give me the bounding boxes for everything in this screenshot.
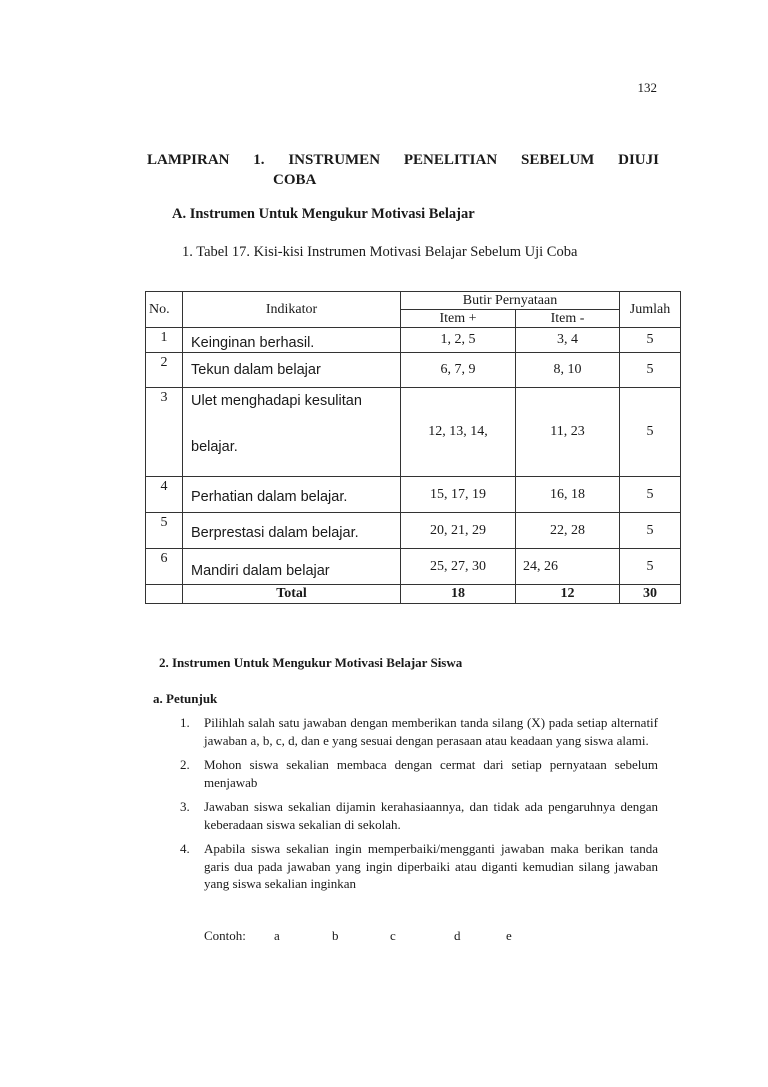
header-item-plus: Item + [401,310,516,328]
row-no: 3 [146,388,183,477]
row-no: 5 [146,513,183,549]
total-item-minus: 12 [516,585,620,604]
row-no: 4 [146,477,183,513]
contoh-option: a [274,928,280,943]
lampiran-word: DIUJI [618,152,659,168]
row-indikator: Berprestasi dalam belajar. [183,513,401,549]
row-no: 1 [146,328,183,353]
row-jumlah: 5 [620,353,681,388]
row-item-plus: 12, 13, 14, [401,388,516,477]
row-item-minus: 8, 10 [516,353,620,388]
table-row [146,477,681,513]
row-indikator: Mandiri dalam belajar [183,549,401,585]
list-item [180,798,658,833]
lampiran-word: INSTRUMEN [288,152,381,168]
row-indikator: Tekun dalam belajar [183,353,401,388]
petunjuk-heading: a. Petunjuk [153,691,218,706]
list-item [180,756,658,791]
row-jumlah: 5 [620,549,681,585]
row-jumlah: 5 [620,513,681,549]
lampiran-word: SEBELUM [520,152,595,168]
contoh-option: b [332,928,339,943]
header-item-minus: Item - [516,310,620,328]
table-row [146,513,681,549]
row-item-plus: 20, 21, 29 [401,513,516,549]
header-butir: Butir Pernyataan [401,292,620,310]
list-item-text: Apabila siswa sekalian ingin memperbaiki/mengganti jawaban maka berikan tanda garis dua pada jawaban yang ingin diperbaiki atau diganti kemudian silang jawaban yang siswa sekalian inginkan [204,841,658,891]
total-row [146,585,681,604]
total-item-plus: 18 [401,585,516,604]
total-no-cell [146,585,183,604]
row-no: 2 [146,353,183,388]
row-indikator: Keinginan berhasil. [183,328,401,353]
row-item-plus: 6, 7, 9 [401,353,516,388]
table-row [146,328,681,353]
list-item-number: 1. [180,715,190,730]
page-number: 132 [637,80,657,95]
list-item-number: 4. [180,841,190,856]
total-label: Total [183,585,401,604]
row-indikator-line1: Ulet menghadapi kesulitan [191,393,362,409]
row-item-minus: 24, 26 [516,549,620,585]
list-item-number: 3. [180,799,190,814]
row-jumlah: 5 [620,477,681,513]
list-item-number: 2. [180,757,190,772]
row-jumlah: 5 [620,328,681,353]
row-indikator [183,388,401,477]
row-item-minus: 22, 28 [516,513,620,549]
lampiran-word: 1. [253,152,265,168]
contoh-line [204,928,526,944]
lampiran-word: PENELITIAN [403,152,498,168]
row-no: 6 [146,549,183,585]
table-row [146,549,681,585]
list-item-text: Jawaban siswa sekalian dijamin kerahasiaannya, dan tidak ada pengaruhnya dengan keberadaan siswa sekalian di sekolah. [204,799,658,832]
row-item-minus: 3, 4 [516,328,620,353]
section-a-heading: A. Instrumen Untuk Mengukur Motivasi Belajar [172,206,475,222]
lampiran-heading [147,150,659,190]
row-item-plus: 25, 27, 30 [401,549,516,585]
table-row [146,388,681,477]
list-item-text: Mohon siswa sekalian membaca dengan cermat dari setiap pernyataan sebelum menjawab [204,757,658,790]
contoh-option: d [454,928,461,943]
table-row [146,353,681,388]
contoh-option: c [390,928,396,943]
row-indikator: Perhatian dalam belajar. [183,477,401,513]
lampiran-line2: COBA [273,172,317,188]
row-jumlah: 5 [620,388,681,477]
header-no: No. [146,292,183,328]
lampiran-word: LAMPIRAN [147,152,230,168]
row-item-minus: 16, 18 [516,477,620,513]
petunjuk-list [180,714,658,900]
list-item [180,840,658,893]
list-item [180,714,658,749]
contoh-option: e [506,928,512,943]
section-2-heading: 2. Instrumen Untuk Mengukur Motivasi Belajar Siswa [159,655,463,670]
header-indikator: Indikator [183,292,401,328]
contoh-label: Contoh: [204,928,246,943]
row-item-minus: 11, 23 [516,388,620,477]
table-caption: 1. Tabel 17. Kisi-kisi Instrumen Motivasi Belajar Sebelum Uji Coba [182,244,578,260]
row-indikator-line2: belajar. [191,439,238,455]
header-jumlah: Jumlah [620,292,681,328]
total-jumlah: 30 [620,585,681,604]
list-item-text: Pilihlah salah satu jawaban dengan memberikan tanda silang (X) pada setiap alternatif jawaban a, b, c, d, dan e yang sesuai dengan perasaan atau keadaan yang siswa alami. [204,715,658,748]
row-item-plus: 1, 2, 5 [401,328,516,353]
row-item-plus: 15, 17, 19 [401,477,516,513]
kisi-kisi-table [145,291,681,604]
